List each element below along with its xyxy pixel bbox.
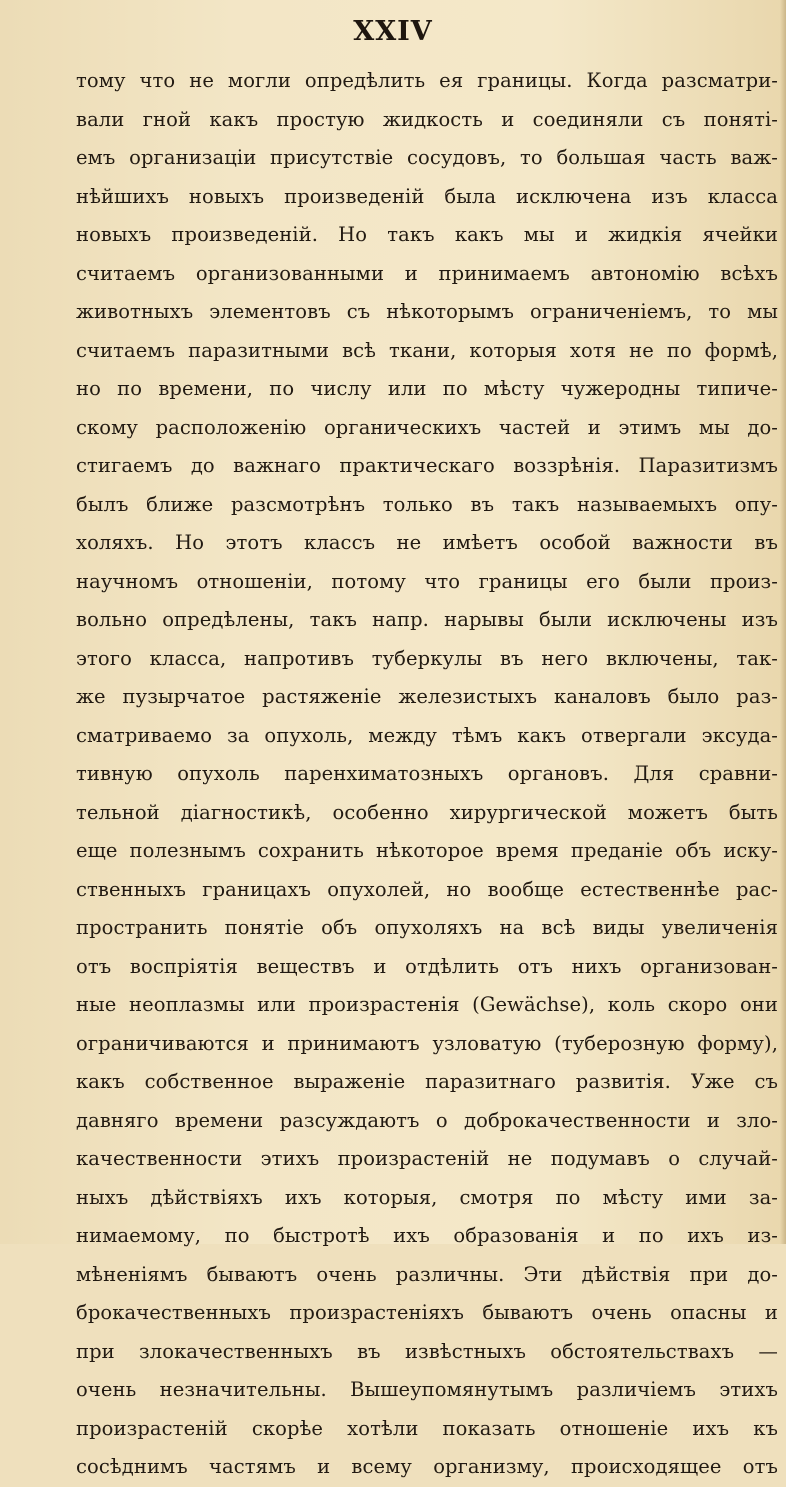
text-line: сосѣднимъ частямъ и всему организму, происходящее отъ: [76, 1455, 778, 1478]
text-line: этого класса, напротивъ туберкулы въ него включены, так-: [76, 646, 778, 670]
text-line: холяхъ. Но этотъ классъ не имѣетъ особой важности въ: [76, 531, 778, 554]
text-line: ограничиваются и принимаютъ узловатую (туберозную форму),: [76, 1031, 778, 1055]
text-line: пространить понятiе объ опухоляхъ на всѣ виды увеличенiя: [76, 916, 778, 939]
text-line: считаемъ организованными и принимаемъ автономiю всѣхъ: [76, 261, 778, 285]
text-line: былъ ближе разсмотрѣнъ только въ такъ называемыхъ опу-: [76, 492, 778, 516]
text-line: новыхъ произведенiй. Но такъ какъ мы и жидкiя ячейки: [76, 223, 778, 246]
page-edge-shadow: [780, 0, 786, 1244]
text-line: но по времени, по числу или по мѣсту чужеродны типиче-: [76, 377, 778, 400]
text-line: вольно опредѣлены, такъ напр. нарывы были исключены изъ: [76, 608, 778, 631]
text-line: произрастенiй скорѣе хотѣли показать отношенiе ихъ къ: [76, 1416, 778, 1440]
text-line: же пузырчатое растяженiе железистыхъ каналовъ было раз-: [76, 685, 778, 708]
text-line: какъ собственное выраженiе паразитнаго развитiя. Уже съ: [76, 1070, 778, 1093]
text-line: тельной дiагностикѣ, особенно хирургической можетъ быть: [76, 800, 778, 824]
text-line: качественности этихъ произрастенiй не подумавъ о случай-: [76, 1147, 778, 1170]
text-line: отъ воспрiятiя веществъ и отдѣлить отъ нихъ организован-: [76, 954, 778, 978]
text-line: считаемъ паразитными всѣ ткани, которыя хотя не по формѣ,: [76, 338, 778, 362]
text-line: тивную опухоль паренхиматозныхъ органовъ. Для сравни-: [76, 762, 778, 785]
text-line: вали гной какъ простую жидкость и соединяли съ понятi-: [76, 107, 778, 131]
text-line: мѣненiямъ бываютъ очень различны. Эти дѣйствiя при до-: [76, 1262, 778, 1286]
text-line: ные неоплазмы или произрастенiя (Gewächse), коль скоро они: [76, 993, 778, 1016]
text-line: нѣйшихъ новыхъ произведенiй была исключена изъ класса: [76, 184, 778, 208]
body-text: [76, 62, 778, 1487]
text-line: еще полезнымъ сохранить нѣкоторое время преданiе объ иску-: [76, 839, 778, 862]
text-line: давняго времени разсуждаютъ о доброкачественности и зло-: [76, 1108, 778, 1132]
text-line: сматриваемо за опухоль, между тѣмъ какъ отвергали эксуда-: [76, 723, 778, 747]
text-line: тому что не могли опредѣлить ея границы. Когда разсматри-: [76, 69, 778, 92]
text-line: ственныхъ границахъ опухолей, но вообще естественнѣе рас-: [76, 877, 778, 901]
text-line: емъ организацiи присутствiе сосудовъ, то большая часть важ-: [76, 146, 778, 169]
text-line: скому расположенiю органическихъ частей и этимъ мы до-: [76, 415, 778, 439]
text-line: брокачественныхъ произрастенiяхъ бываютъ очень опасны и: [76, 1301, 778, 1324]
page-number: XXIV: [353, 16, 433, 47]
text-line: нимаемому, по быстротѣ ихъ образованiя и по ихъ из-: [76, 1224, 778, 1247]
text-line: ныхъ дѣйствiяхъ ихъ которыя, смотря по мѣсту ими за-: [76, 1185, 778, 1209]
text-line: животныхъ элементовъ съ нѣкоторымъ ограниченiемъ, то мы: [76, 300, 778, 323]
text-line: стигаемъ до важнаго практическаго воззрѣнiя. Паразитизмъ: [76, 454, 778, 477]
text-line: научномъ отношенiи, потому что границы его были произ-: [76, 569, 778, 593]
text-line: при злокачественныхъ въ извѣстныхъ обстоятельствахъ —: [76, 1339, 778, 1363]
text-line: очень незначительны. Вышеупомянутымъ различiемъ этихъ: [76, 1378, 778, 1401]
